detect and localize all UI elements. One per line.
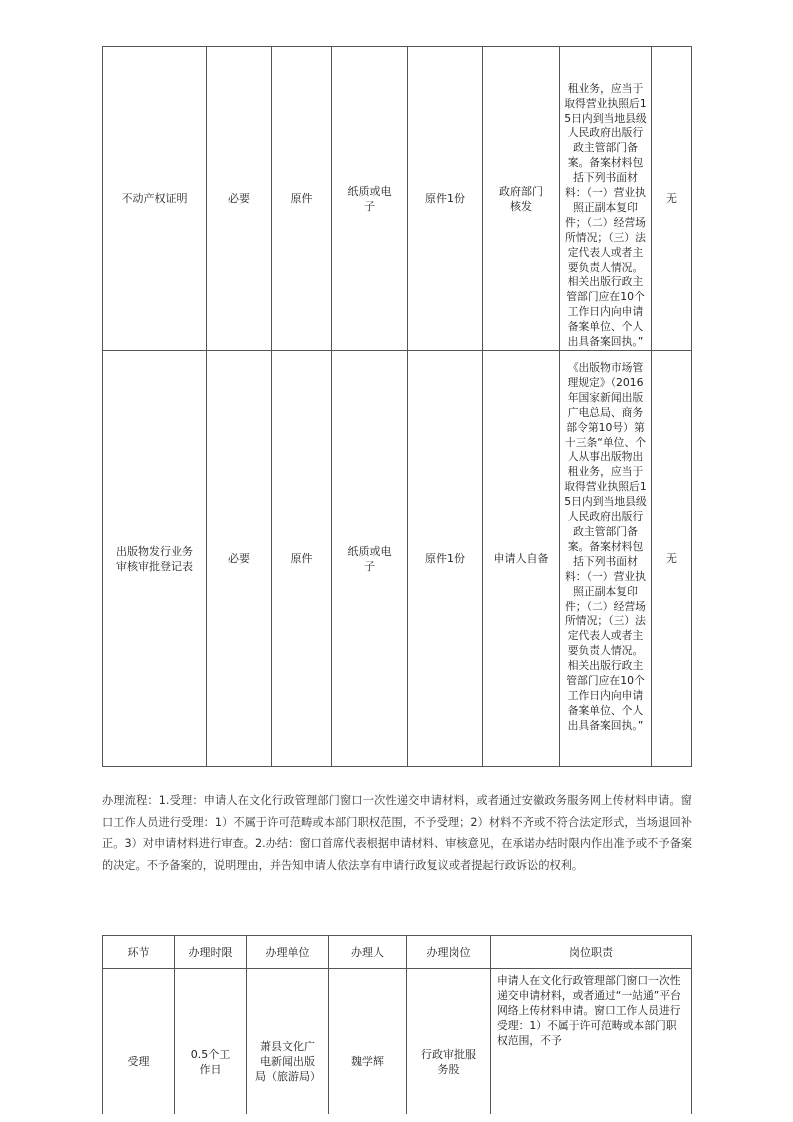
process-description: 办理流程：1.受理：申请人在文化行政管理部门窗口一次性递交申请材料，或者通过安徽政务服务网上传材料申请。窗口工作人员进行受理：1）不属于许可范畴或本部门职权范围，不予受理；2）材料不齐或不符合法定形式，当场退回补正。3）对申请材料进行审查。2.办结：窗口首席代表根据申请材料、审核意见，在承诺办结时限内作出准予或不予备案的决定。不予备案的，说明理由，并告知申请人依法享有申请行政复议或者提起行政诉讼的权利。 [102, 794, 692, 872]
step-name: 受理 [103, 969, 175, 1115]
material-row [103, 351, 692, 767]
steps-header-row [103, 936, 692, 969]
material-source: 政府部门核发 [483, 47, 560, 351]
header-handler: 办理人 [329, 936, 407, 969]
material-remark: 无 [652, 47, 692, 351]
material-form: 原件 [272, 351, 332, 767]
material-required: 必要 [207, 351, 272, 767]
material-copies: 原件1份 [408, 47, 483, 351]
steps-table [102, 935, 692, 1114]
material-medium: 纸质或电子 [332, 351, 408, 767]
header-time-limit: 办理时限 [175, 936, 247, 969]
step-unit: 萧县文化广电新闻出版局（旅游局） [247, 969, 329, 1115]
material-remark: 无 [652, 351, 692, 767]
material-name: 出版物发行业务审核审批登记表 [103, 351, 207, 767]
header-duty: 岗位职责 [491, 936, 692, 969]
step-handler: 魏学辉 [329, 969, 407, 1115]
material-medium: 纸质或电子 [332, 47, 408, 351]
steps-row [103, 969, 692, 1115]
step-duty: 申请人在文化行政管理部门窗口一次性递交申请材料，或者通过“一站通”平台网络上传材料申请。窗口工作人员进行受理：1）不属于许可范畴或本部门职权范围，不予 [491, 969, 692, 1115]
material-required: 必要 [207, 47, 272, 351]
material-basis: 《出版物市场管理规定》（2016年国家新闻出版广电总局、商务部令第10号）第十三条“单位、个人从事出版物出租业务，应当于取得营业执照后15日内到当地县级人民政府出版行政主管部门备案。备案材料包括下列书面材料：（一）营业执照正副本复印件；（二）经营场所情况；（三）法定代表人或者主要负责人情况。相关出版行政主管部门应在10个工作日内向申请备案单位、个人出具备案回执。” [560, 351, 652, 767]
material-row [103, 47, 692, 351]
step-time-limit: 0.5个工作日 [175, 969, 247, 1115]
step-post: 行政审批服务股 [407, 969, 491, 1115]
material-name: 不动产权证明 [103, 47, 207, 351]
materials-table [102, 46, 692, 767]
header-step: 环节 [103, 936, 175, 969]
material-basis: 租业务，应当于取得营业执照后15日内到当地县级人民政府出版行政主管部门备案。备案材料包括下列书面材料：（一）营业执照正副本复印件；（二）经营场所情况；（三）法定代表人或者主要负责人情况。相关出版行政主管部门应在10个工作日内向申请备案单位、个人出具备案回执。” [560, 47, 652, 351]
header-post: 办理岗位 [407, 936, 491, 969]
header-unit: 办理单位 [247, 936, 329, 969]
material-source: 申请人自备 [483, 351, 560, 767]
material-copies: 原件1份 [408, 351, 483, 767]
material-form: 原件 [272, 47, 332, 351]
